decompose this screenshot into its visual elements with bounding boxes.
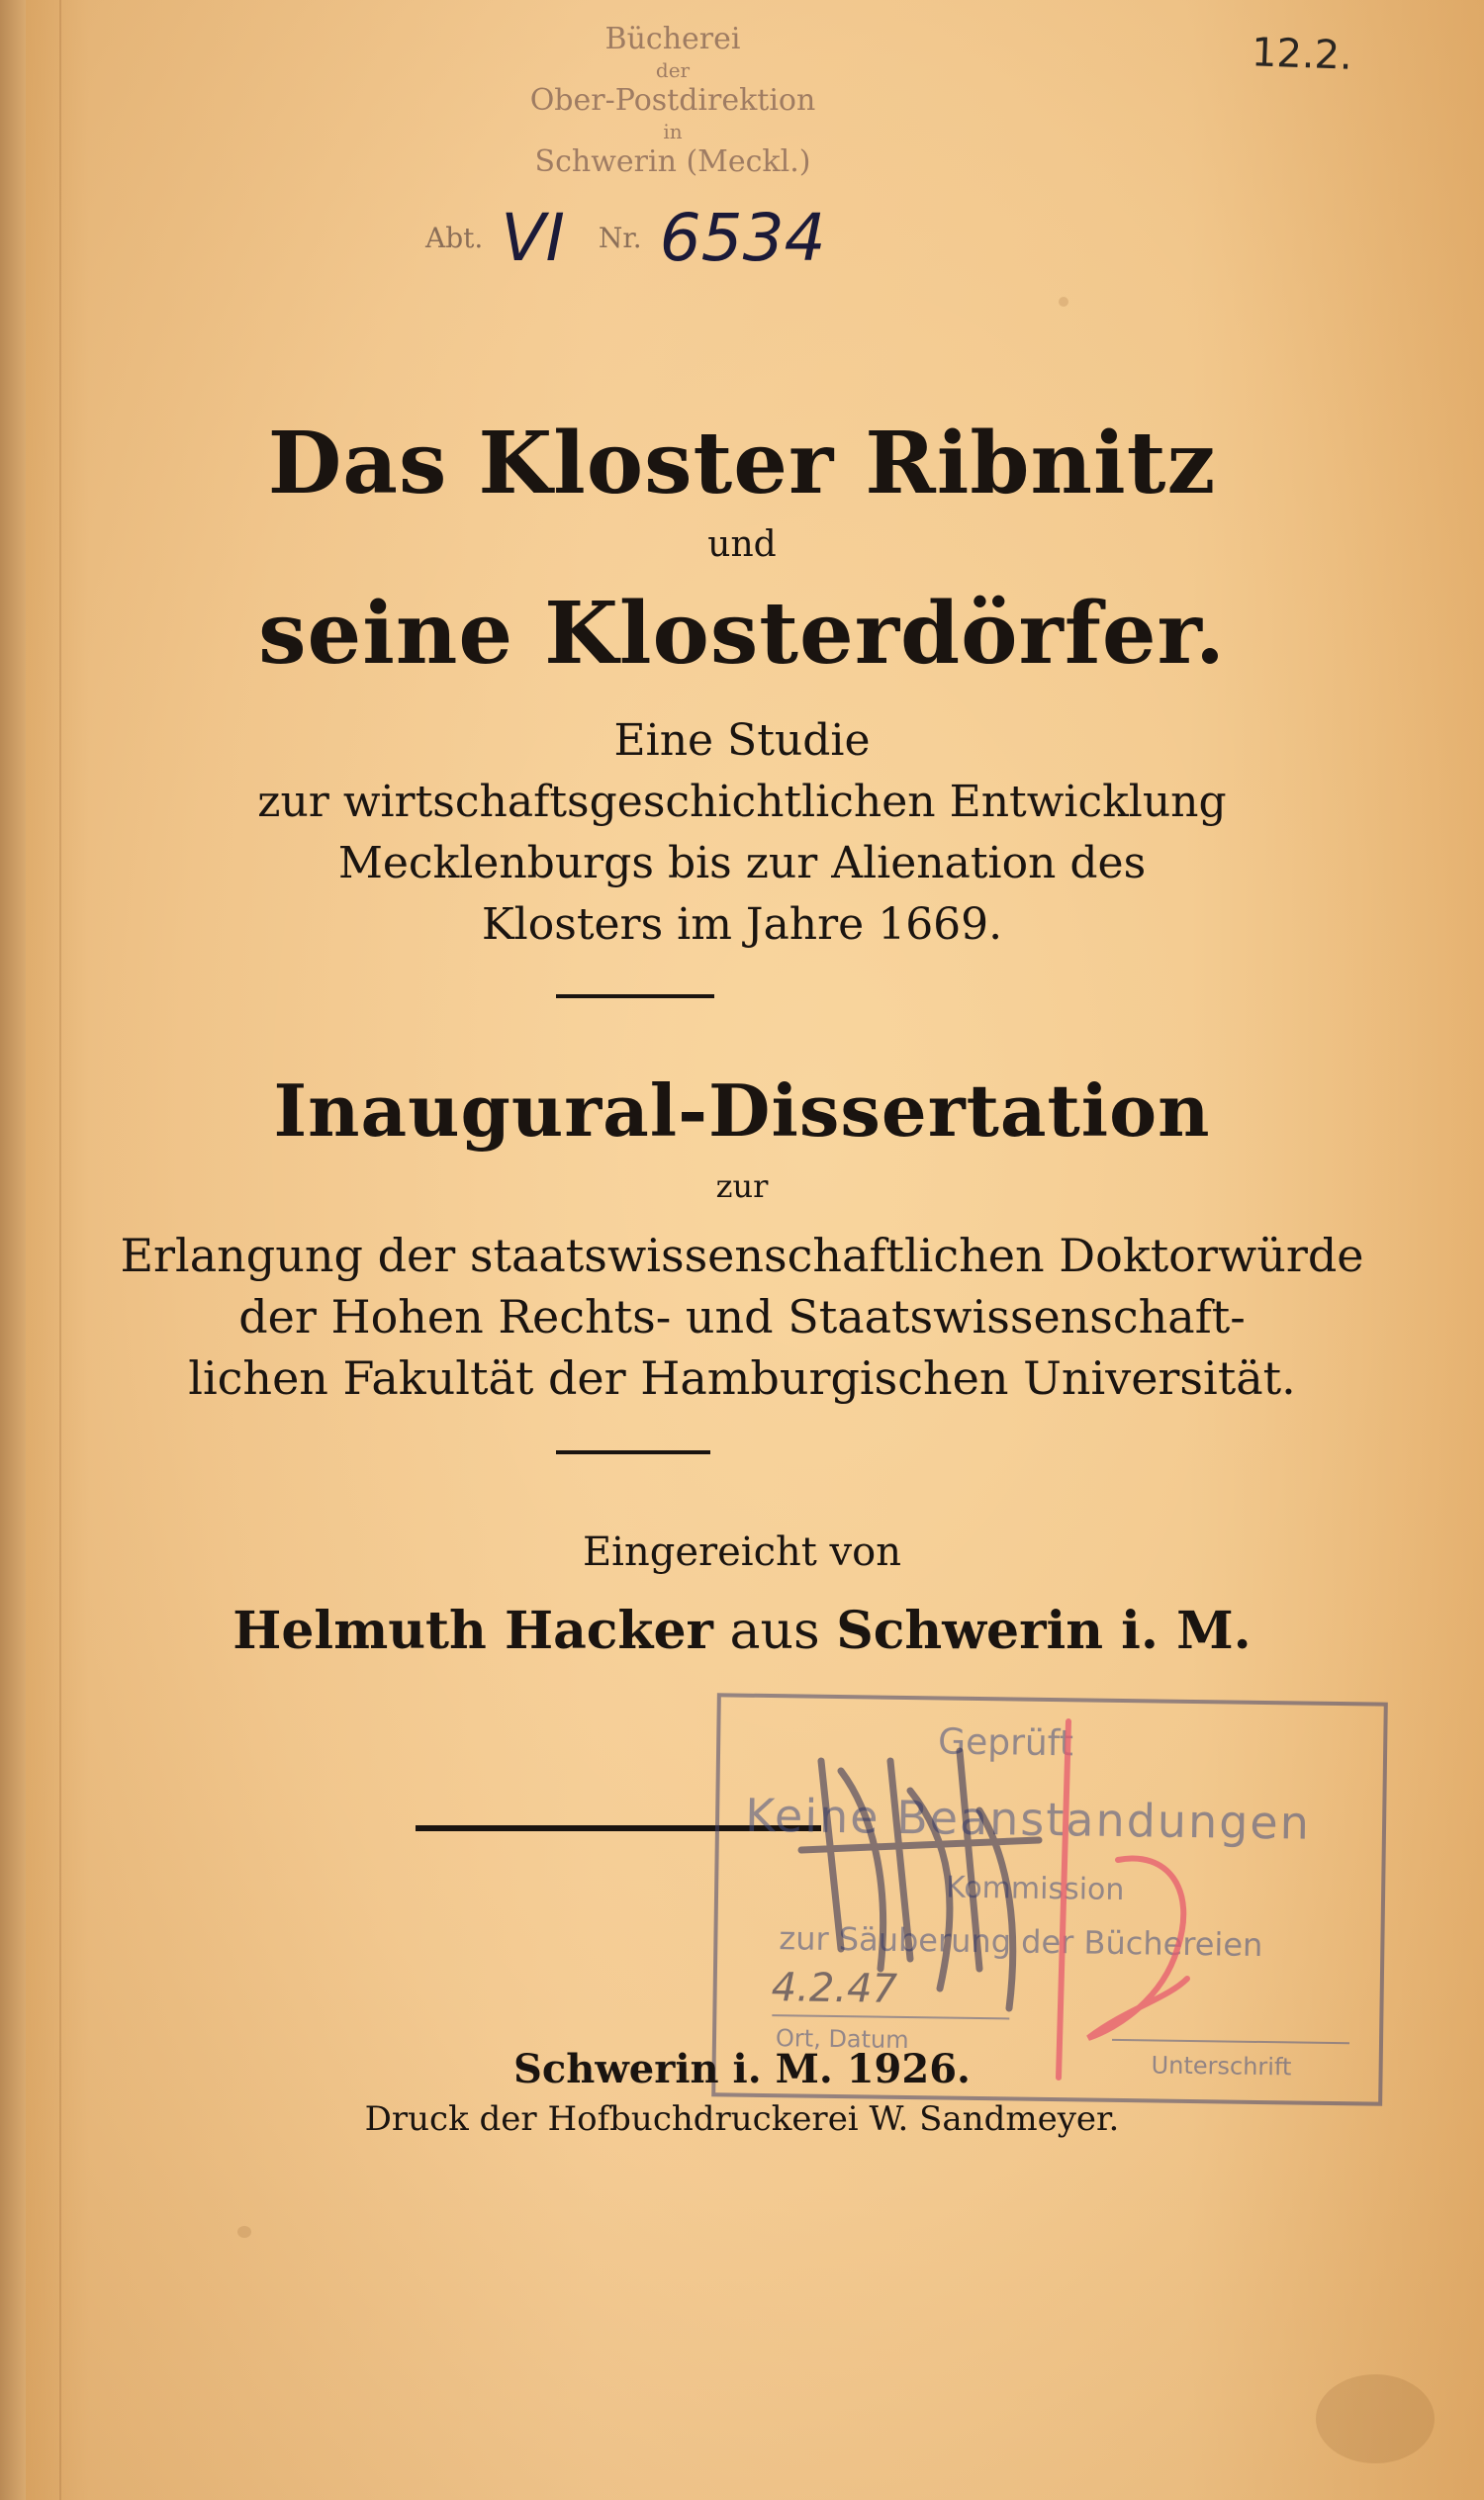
stamp-date: 4.2.47 [771,1965,898,2012]
subtitle-line: Mecklenburgs bis zur Alienation des [337,838,1147,888]
subtitle-line: Eine Studie [613,715,871,766]
purpose-line: lichen Fakultät der Hamburgischen Universität. [188,1351,1296,1405]
author-place: Schwerin i. M. [836,1601,1252,1661]
foxing-spot [237,2226,251,2238]
title-line1: Das Kloster Ribnitz [267,414,1217,513]
library-stamp-line5: Schwerin (Meckl.) [534,144,811,179]
author-line [0,1601,1484,1661]
submission-label: Eingereicht von [582,1529,901,1575]
stamp-purpose: zur Säuberung der Büchereien [779,1919,1263,1965]
stamp-kommission: Kommission [945,1870,1125,1908]
stamp-place-label: Ort, Datum [775,2024,909,2055]
shelf-mark [425,193,979,282]
stamp-top: Geprüft [937,1721,1074,1765]
nr-label: Nr. [598,221,642,254]
purpose-line: der Hohen Rechts- und Staatswissenschaft- [238,1290,1246,1343]
stamp-main: Keine Beanstandungen [744,1788,1312,1850]
divider-rule [556,1450,710,1454]
subtitle-line: Klosters im Jahre 1669. [481,899,1003,950]
imprint-place-year: Schwerin i. M. 1926. [513,2046,971,2092]
abt-label: Abt. [425,221,484,254]
dissertation-zur: zur [715,1167,769,1205]
stamp-signature-label: Unterschrift [1151,2051,1292,2082]
subtitle [0,710,1484,956]
purpose-line: Erlangung der staatswissenschaftlichen Doktorwürde [120,1229,1364,1282]
author-name: Helmuth Hacker [232,1601,713,1661]
foxing-spot [1316,2374,1435,2463]
subtitle-line: zur wirtschaftsgeschichtlichen Entwicklung [257,777,1227,827]
red-pencil-mark [999,1702,1217,2097]
library-stamp-line1: Bücherei [604,22,741,56]
library-stamp-line4: in [663,120,683,143]
divider-rule [556,994,714,998]
dissertation-heading: Inaugural-Dissertation [273,1068,1211,1153]
dissertation-purpose [0,1225,1484,1409]
foxing-spot [1059,297,1068,307]
library-stamp-line2: der [655,58,691,82]
imprint-printer: Druck der Hofbuchdruckerei W. Sandmeyer. [364,2099,1120,2139]
abt-value: VI [501,199,565,276]
library-stamp-line3: Ober-Postdirektion [529,83,816,118]
author-aus: aus [729,1602,820,1661]
title-line2: seine Klosterdörfer. [258,584,1226,684]
title-conjunction: und [707,524,777,565]
pencil-note: 12.2. [1251,30,1353,79]
nr-value: 6534 [659,199,826,276]
